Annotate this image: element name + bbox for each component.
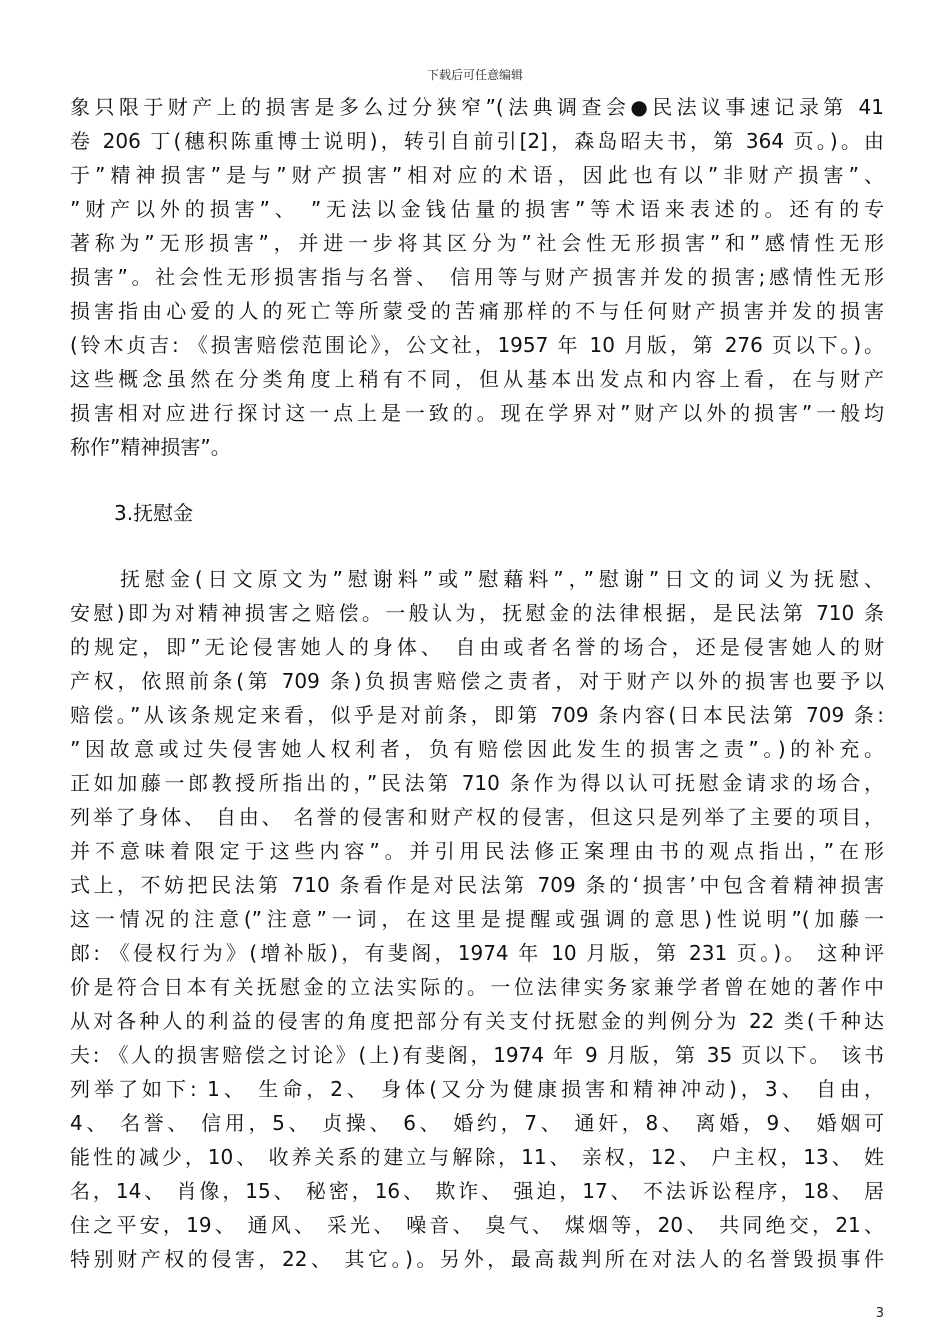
text-line: 从对各种人的利益的侵害的角度把部分有关支付抚慰金的判例分为 22 类(千种达 — [70, 1009, 884, 1033]
text-line: 价是符合日本有关抚慰金的立法实际的。一位法律实务家兼学者曾在她的著作中 — [70, 975, 884, 999]
text-line: 4、 名誉、 信用，5、 贞操、 6、 婚约，7、 通奸，8、 离婚，9、 婚姻可 — [70, 1111, 884, 1135]
page-header: 下载后可任意编辑 — [426, 68, 523, 82]
paragraph-2 — [70, 562, 884, 1276]
text-line: 列举了身体、 自由、 名誉的侵害和财产权的侵害，但这只是列举了主要的项目， — [70, 805, 884, 829]
page-number: 3 — [875, 1306, 884, 1321]
text-line: 产权，依照前条(第 709 条)负损害赔偿之责者，对于财产以外的损害也要予以 — [70, 669, 884, 693]
text-line: 能性的减少，10、 收养关系的建立与解除，11、 亲权，12、 户主权，13、 姓 — [70, 1145, 884, 1169]
text-line: 损害指由心爱的人的死亡等所蒙受的苦痛那样的不与任何财产损害并发的损害 — [70, 299, 884, 323]
text-line: 称作”精神损害”。 — [70, 435, 231, 459]
text-line: 安慰)即为对精神损害之赔偿。一般认为，抚慰金的法律根据，是民法第 710 条 — [70, 601, 884, 625]
text-line: 郎: 《侵权行为》(增补版)，有斐阁，1974 年 10 月版，第 231 页。)。 这种评 — [70, 941, 884, 965]
text-line: 著称为”无形损害”，并进一步将其区分为”社会性无形损害”和”感情性无形 — [70, 231, 884, 255]
text-line: 列举了如下: 1、 生命，2、 身体(又分为健康损害和精神冲动)，3、 自由， — [70, 1077, 884, 1101]
text-line: 的规定，即”无论侵害她人的身体、 自由或者名誉的场合，还是侵害她人的财 — [70, 635, 884, 659]
text-line: 损害相对应进行探讨这一点上是一致的。现在学界对”财产以外的损害”一般均 — [70, 401, 884, 425]
text-line: 正如加藤一郎教授所指出的，”民法第 710 条作为得以认可抚慰金请求的场合， — [70, 771, 884, 795]
text-line: 名，14、 肖像，15、 秘密，16、 欺诈、 强迫，17、 不法诉讼程序，18、 居 — [70, 1179, 884, 1203]
text-line: 赔偿。”从该条规定来看，似乎是对前条，即第 709 条内容(日本民法第 709 条: — [70, 703, 884, 727]
text-line: 式上，不妨把民法第 710 条看作是对民法第 709 条的‘损害’中包含着精神损害 — [70, 873, 884, 897]
text-line: 并不意味着限定于这些内容”。并引用民法修正案理由书的观点指出，”在形 — [70, 839, 884, 863]
text-line: 损害”。社会性无形损害指与名誉、 信用等与财产损害并发的损害;感情性无形 — [70, 265, 884, 289]
text-line: ”因故意或过失侵害她人权利者，负有赔偿因此发生的损害之责”。)的补充。 — [70, 737, 884, 761]
paragraph-gap — [70, 464, 884, 496]
text-line: 住之平安，19、 通风、 采光、 噪音、 臭气、 煤烟等，20、 共同绝交，21、 — [70, 1213, 884, 1237]
text-line: 于”精神损害”是与”财产损害”相对应的术语，因此也有以”非财产损害”、 — [70, 163, 884, 187]
text-line: ”财产以外的损害”、 ”无法以金钱估量的损害”等术语来表述的。还有的专 — [70, 197, 884, 221]
text-line: (铃木贞吉: 《损害赔偿范围论》，公文社，1957 年 10 月版，第 276 页以下。)。 — [70, 333, 884, 357]
text-line: 这些概念虽然在分类角度上稍有不同，但从基本出发点和内容上看，在与财产 — [70, 367, 884, 391]
text-line: 卷 206 丁(穗积陈重博士说明)，转引自前引[2]，森岛昭夫书，第 364 页。)。由 — [70, 129, 884, 153]
document-body — [70, 90, 884, 1276]
paragraph-1 — [70, 90, 884, 464]
paragraph-gap — [70, 530, 884, 562]
text-line: 抚慰金(日文原文为”慰谢料”或”慰藉料”，”慰谢”日文的词义为抚慰、 — [70, 567, 884, 591]
section-heading: 3.抚慰金 — [114, 501, 194, 525]
text-line: 夫: 《人的损害赔偿之讨论》(上)有斐阁，1974 年 9 月版，第 35 页以下。 该书 — [70, 1043, 884, 1067]
text-line: 这一情况的注意(”注意”一词，在这里是提醒或强调的意思)性说明”(加藤一 — [70, 907, 884, 931]
text-line: 象只限于财产上的损害是多么过分狭窄”(法典调查会●民法议事速记录第 41 — [70, 95, 884, 119]
text-line: 特别财产权的侵害，22、 其它。)。另外，最高裁判所在对法人的名誉毁损事件 — [70, 1247, 884, 1271]
